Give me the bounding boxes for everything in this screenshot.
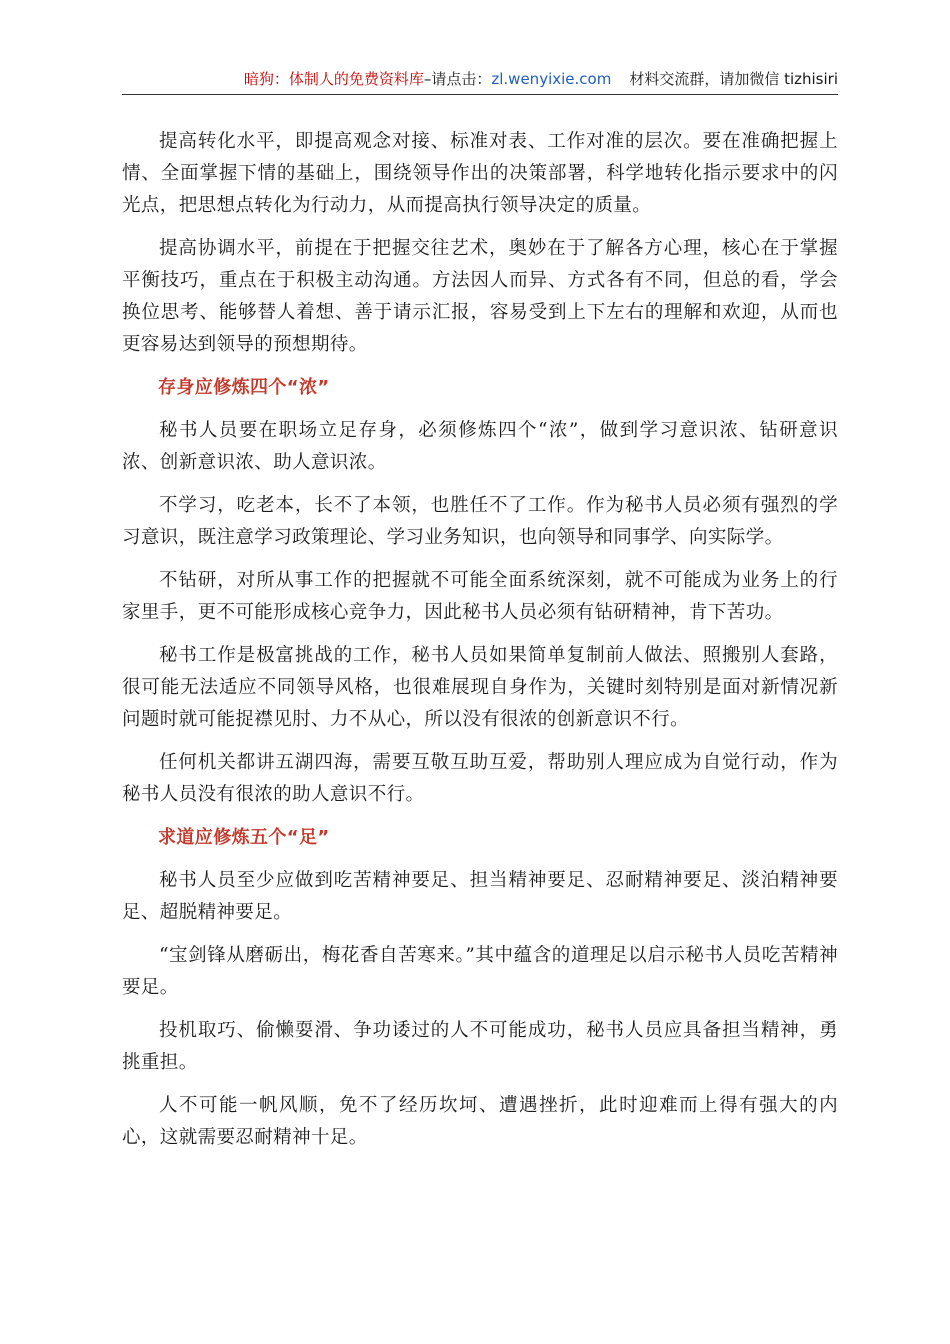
- paragraph: 秘书人员要在职场立足存身，必须修炼四个“浓”，做到学习意识浓、钻研意识浓、创新意识浓、助人意识浓。: [122, 420, 838, 473]
- header-link[interactable]: zl.wenyixie.com: [491, 70, 612, 88]
- header-brand: 暗狗：体制人的免费资料库: [243, 70, 424, 88]
- section-heading: 求道应修炼五个“足”: [158, 827, 330, 848]
- paragraph: 人不可能一帆风顺，免不了经历坎坷、遭遇挫折，此时迎难而上得有强大的内心，这就需要忍耐精神十足。: [122, 1095, 838, 1148]
- paragraph: 秘书工作是极富挑战的工作，秘书人员如果简单复制前人做法、照搬别人套路，很可能无法适应不同领导风格，也很难展现自身作为，关键时刻特别是面对新情况新问题时就可能捉襟见肘、力不从心，所以没有很浓的创新意识不行。: [122, 645, 838, 730]
- paragraph: “宝剑锋从磨砺出，梅花香自苦寒来。”其中蕴含的道理足以启示秘书人员吃苦精神要足。: [122, 945, 838, 998]
- paragraph: 提高转化水平，即提高观念对接、标准对表、工作对准的层次。要在准确把握上情、全面掌握下情的基础上，围绕领导作出的决策部署，科学地转化指示要求中的闪光点，把思想点转化为行动力，从而提高执行领导决定的质量。: [122, 131, 838, 216]
- paragraph: 不学习，吃老本，长不了本领，也胜任不了工作。作为秘书人员必须有强烈的学习意识，既注意学习政策理论、学习业务知识，也向领导和同事学、向实际学。: [122, 495, 838, 548]
- paragraph: 任何机关都讲五湖四海，需要互敬互助互爱，帮助别人理应成为自觉行动，作为秘书人员没有很浓的助人意识不行。: [122, 752, 838, 805]
- header-contact: 材料交流群，请加微信 tizhisiri: [629, 70, 838, 88]
- document-body: [122, 126, 838, 1165]
- paragraph: 秘书人员至少应做到吃苦精神要足、担当精神要足、忍耐精神要足、淡泊精神要足、超脱精神要足。: [122, 870, 838, 923]
- paragraph: 投机取巧、偷懒耍滑、争功诿过的人不可能成功，秘书人员应具备担当精神，勇挑重担。: [122, 1020, 838, 1073]
- paragraph: 提高协调水平，前提在于把握交往艺术，奥妙在于了解各方心理，核心在于掌握平衡技巧，重点在于积极主动沟通。方法因人而异、方式各有不同，但总的看，学会换位思考、能够替人着想、善于请示汇报，容易受到上下左右的理解和欢迎，从而也更容易达到领导的预想期待。: [122, 238, 838, 355]
- section-heading: 存身应修炼四个“浓”: [158, 377, 330, 398]
- page-header: [122, 66, 838, 95]
- paragraph: 不钻研，对所从事工作的把握就不可能全面系统深刻，就不可能成为业务上的行家里手，更不可能形成核心竞争力，因此秘书人员必须有钻研精神，肯下苦功。: [122, 570, 838, 623]
- header-prompt: –请点击：: [423, 70, 492, 88]
